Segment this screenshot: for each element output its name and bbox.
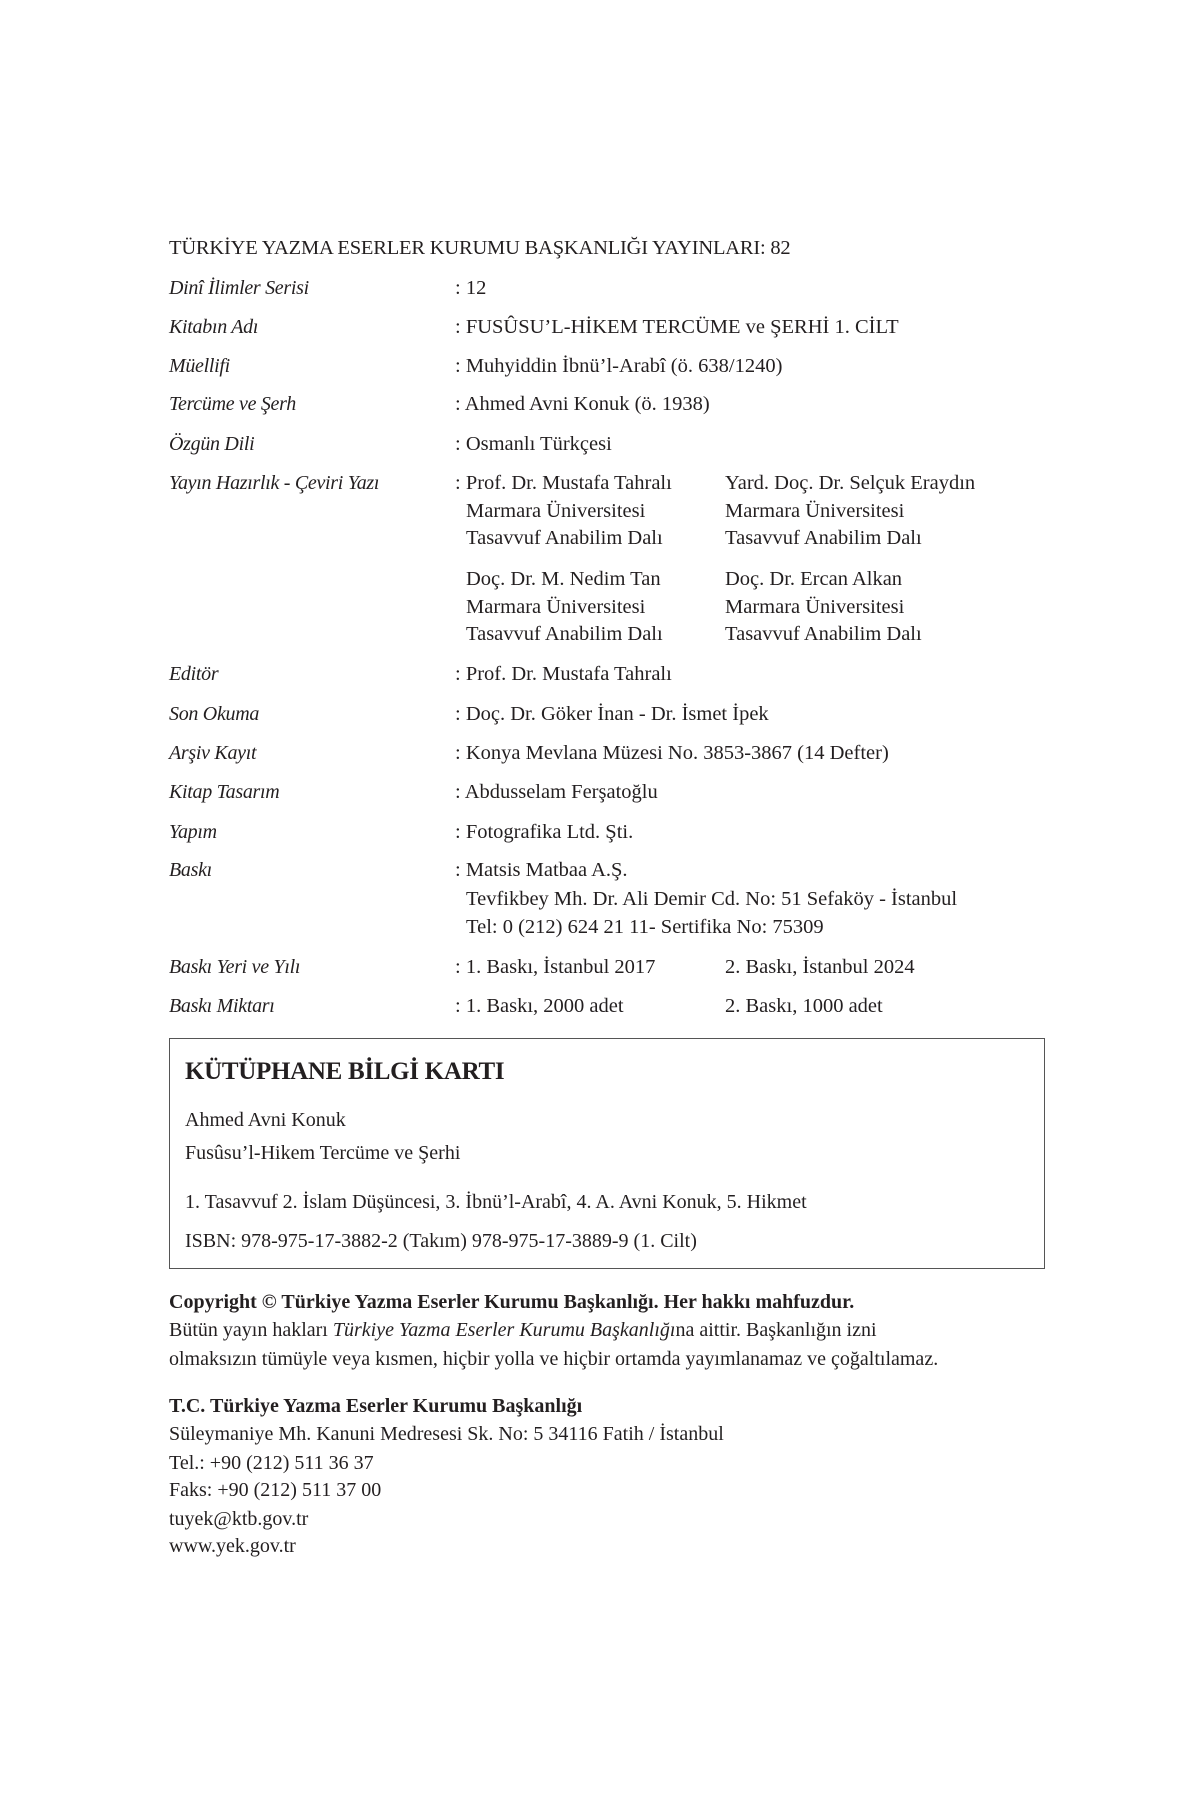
publisher-address: Süleymaniye Mh. Kanuni Medresesi Sk. No: 5 34116 Fatih / İstanbul (169, 1423, 724, 1445)
copyright-line-2 (169, 1320, 877, 1340)
copyright-institution: Türkiye Yazma Eserler Kurumu Başkanlığı (332, 1319, 676, 1341)
copyright-prefix: Bütün yayın hakları (169, 1319, 333, 1341)
series-header: TÜRKİYE YAZMA ESERLER KURUMU BAŞKANLIĞI YAYINLARI: 82 (169, 237, 791, 259)
value-printer: : Matsis Matbaa A.Ş. (455, 859, 628, 881)
preparer-name: Yard. Doç. Dr. Selçuk Eraydın (725, 472, 976, 494)
copyright-line-3: olmaksızın tümüyle veya kısmen, hiçbir yolla ve hiçbir ortamda yayımlanamaz ve çoğaltılamaz. (169, 1348, 939, 1370)
label-translation: Tercüme ve Şerh (169, 393, 296, 415)
copyright-suffix: na aittir. Başkanlığın izni (675, 1319, 877, 1341)
label-design: Kitap Tasarım (169, 781, 280, 803)
value-design: : Abdusselam Ferşatoğlu (455, 781, 658, 803)
value-series: : 12 (455, 277, 487, 299)
publisher-website[interactable]: www.yek.gov.tr (169, 1535, 296, 1557)
value-print-place-1: : 1. Baskı, İstanbul 2017 (455, 956, 656, 978)
value-language: : Osmanlı Türkçesi (455, 433, 612, 455)
preparer-university: Marmara Üniversitesi (725, 500, 905, 522)
publisher-phone: Tel.: +90 (212) 511 36 37 (169, 1452, 374, 1474)
library-card-author: Ahmed Avni Konuk (185, 1109, 346, 1131)
preparer-university: Marmara Üniversitesi (466, 596, 646, 618)
value-print-count-1: : 1. Baskı, 2000 adet (455, 995, 624, 1017)
value-printer-address: Tevfikbey Mh. Dr. Ali Demir Cd. No: 51 Sefaköy - İstanbul (466, 888, 958, 910)
publisher-email[interactable]: tuyek@ktb.gov.tr (169, 1508, 309, 1530)
value-book-title: : FUSÛSU’L-HİKEM TERCÜME ve ŞERHİ 1. CİLT (455, 316, 899, 338)
value-printer-phone: Tel: 0 (212) 624 21 11- Sertifika No: 75309 (466, 916, 824, 938)
value-author: : Muhyiddin İbnü’l-Arabî (ö. 638/1240) (455, 355, 783, 377)
value-production: : Fotografika Ltd. Şti. (455, 821, 634, 843)
label-book-title: Kitabın Adı (169, 316, 259, 338)
preparer-name: : Prof. Dr. Mustafa Tahralı (455, 472, 672, 494)
label-archive: Arşiv Kayıt (169, 742, 257, 764)
value-print-count-2: 2. Baskı, 1000 adet (725, 995, 883, 1017)
value-translation: : Ahmed Avni Konuk (ö. 1938) (455, 393, 710, 415)
preparer-department: Tasavvuf Anabilim Dalı (466, 527, 663, 549)
label-proofreading: Son Okuma (169, 703, 260, 725)
label-editor: Editör (169, 663, 219, 685)
preparer-department: Tasavvuf Anabilim Dalı (725, 623, 922, 645)
label-print: Baskı (169, 859, 212, 881)
publisher-name: T.C. Türkiye Yazma Eserler Kurumu Başkanlığı (169, 1395, 583, 1417)
preparer-university: Marmara Üniversitesi (725, 596, 905, 618)
label-author: Müellifi (169, 355, 230, 377)
preparer-name: Doç. Dr. Ercan Alkan (725, 568, 903, 590)
library-card-title: KÜTÜPHANE BİLGİ KARTI (185, 1058, 505, 1085)
preparer-university: Marmara Üniversitesi (466, 500, 646, 522)
copyright-notice: Copyright © Türkiye Yazma Eserler Kurumu Başkanlığı. Her hakkı mahfuzdur. (169, 1291, 855, 1313)
value-proofreading: : Doç. Dr. Göker İnan - Dr. İsmet İpek (455, 703, 769, 725)
label-print-place: Baskı Yeri ve Yılı (169, 956, 301, 978)
library-card-book: Fusûsu’l-Hikem Tercüme ve Şerhi (185, 1142, 461, 1164)
value-archive: : Konya Mevlana Müzesi No. 3853-3867 (14 Defter) (455, 742, 889, 764)
label-language: Özgün Dili (169, 433, 255, 455)
library-card-keywords: 1. Tasavvuf 2. İslam Düşüncesi, 3. İbnü’l-Arabî, 4. A. Avni Konuk, 5. Hikmet (185, 1191, 807, 1213)
preparer-department: Tasavvuf Anabilim Dalı (466, 623, 663, 645)
label-print-count: Baskı Miktarı (169, 995, 275, 1017)
preparer-department: Tasavvuf Anabilim Dalı (725, 527, 922, 549)
label-production: Yapım (169, 821, 217, 843)
preparer-name: Doç. Dr. M. Nedim Tan (466, 568, 661, 590)
library-card-isbn: ISBN: 978-975-17-3882-2 (Takım) 978-975-17-3889-9 (1. Cilt) (185, 1230, 697, 1252)
label-series: Dinî İlimler Serisi (169, 277, 309, 299)
value-print-place-2: 2. Baskı, İstanbul 2024 (725, 956, 915, 978)
value-editor: : Prof. Dr. Mustafa Tahralı (455, 663, 672, 685)
publisher-fax: Faks: +90 (212) 511 37 00 (169, 1479, 382, 1501)
label-preparation: Yayın Hazırlık - Çeviri Yazı (169, 472, 380, 494)
